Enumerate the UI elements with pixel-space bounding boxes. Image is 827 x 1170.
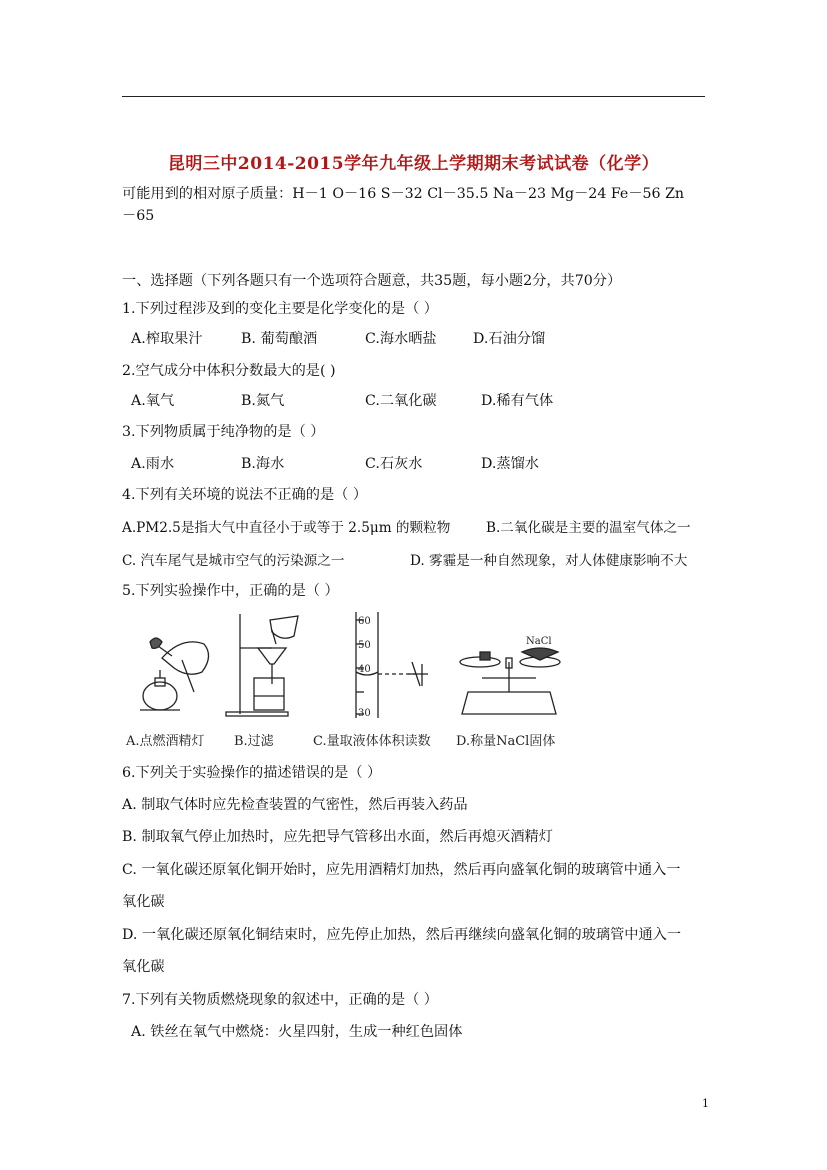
- q1-option-a: A.榨取果汁: [131, 331, 203, 347]
- alcohol-lamp-illustration: [140, 638, 209, 710]
- q2-option-c: C.二氧化碳: [365, 393, 437, 409]
- question-6-stem: 6.下列关于实验操作的描述错误的是（ ）: [122, 765, 382, 781]
- question-7-stem: 7.下列有关物质燃烧现象的叙述中，正确的是（ ）: [122, 992, 438, 1008]
- cylinder-tick-60: 60: [358, 616, 371, 627]
- q5-caption-a: A.点燃酒精灯: [126, 734, 205, 749]
- question-4-stem: 4.下列有关环境的说法不正确的是（ ）: [122, 487, 368, 503]
- q4-option-c: C. 汽车尾气是城市空气的污染源之一: [122, 553, 345, 569]
- q5-caption-c: C.量取液体体积读数: [313, 734, 431, 749]
- q6-option-d-line1: D. 一氧化碳还原氧化铜结束时，应先停止加热，然后再继续向盛氧化铜的玻璃管中通入一: [122, 927, 682, 943]
- q6-option-a: A. 制取气体时应先检查装置的气密性，然后再装入药品: [122, 797, 468, 813]
- filtration-illustration: [226, 614, 298, 716]
- cylinder-tick-30: 30: [358, 708, 371, 719]
- q2-option-d: D.稀有气体: [481, 393, 554, 409]
- atomic-masses-line1: 可能用到的相对原子质量：H－1 O－16 S－32 Cl－35.5 Na－23 Mg－24 Fe－56 Zn: [122, 186, 685, 202]
- q3-option-d: D.蒸馏水: [481, 456, 539, 472]
- q2-option-b: B.氮气: [241, 393, 285, 409]
- q6-option-b: B. 制取氧气停止加热时，应先把导气管移出水面，然后再熄灭酒精灯: [122, 829, 553, 845]
- atomic-masses-line2: －65: [122, 208, 155, 224]
- q6-option-d-line2: 氧化碳: [122, 959, 165, 975]
- q4-option-b: B.二氧化碳是主要的温室气体之一: [486, 520, 691, 536]
- cylinder-tick-50: 50: [358, 640, 371, 651]
- q3-option-a: A.雨水: [131, 456, 175, 472]
- question-3-stem: 3.下列物质属于纯净物的是（ ）: [122, 424, 325, 440]
- q4-option-d: D. 雾霾是一种自然现象，对人体健康影响不大: [410, 553, 688, 569]
- q1-option-b: B. 葡萄酿酒: [241, 331, 318, 347]
- page-number: 1: [702, 1097, 709, 1110]
- q4-option-a: A.PM2.5是指大气中直径小于或等于 2.5μm 的颗粒物: [122, 520, 451, 536]
- q5-caption-b: B.过滤: [234, 734, 274, 749]
- q3-option-c: C.石灰水: [365, 456, 423, 472]
- q7-option-a: A. 铁丝在氧气中燃烧：火星四射，生成一种红色固体: [131, 1024, 463, 1040]
- q5-caption-d: D.称量NaCl固体: [456, 734, 556, 749]
- cylinder-tick-40: 40: [358, 664, 371, 675]
- q1-option-d: D.石油分馏: [473, 331, 546, 347]
- q3-option-b: B.海水: [241, 456, 285, 472]
- q2-option-a: A.氧气: [131, 393, 175, 409]
- q6-option-c-line1: C. 一氧化碳还原氧化铜开始时，应先用酒精灯加热，然后再向盛氧化铜的玻璃管中通入一: [122, 862, 681, 878]
- exam-title: 昆明三中2014-2015学年九年级上学期期末考试试卷（化学）: [167, 154, 660, 174]
- nacl-label: NaCl: [526, 636, 552, 647]
- q1-option-c: C.海水晒盐: [365, 331, 437, 347]
- balance-illustration: [460, 648, 560, 714]
- header-rule: [122, 96, 705, 97]
- q6-option-c-line2: 氧化碳: [122, 894, 165, 910]
- question-2-stem: 2.空气成分中体积分数最大的是( ): [122, 363, 336, 379]
- question-5-stem: 5.下列实验操作中，正确的是（ ）: [122, 583, 339, 599]
- question-1-stem: 1.下列过程涉及到的变化主要是化学变化的是（ ）: [122, 301, 438, 317]
- section-heading: 一、选择题（下列各题只有一个选项符合题意，共35题，每小题2分，共70分）: [122, 273, 622, 289]
